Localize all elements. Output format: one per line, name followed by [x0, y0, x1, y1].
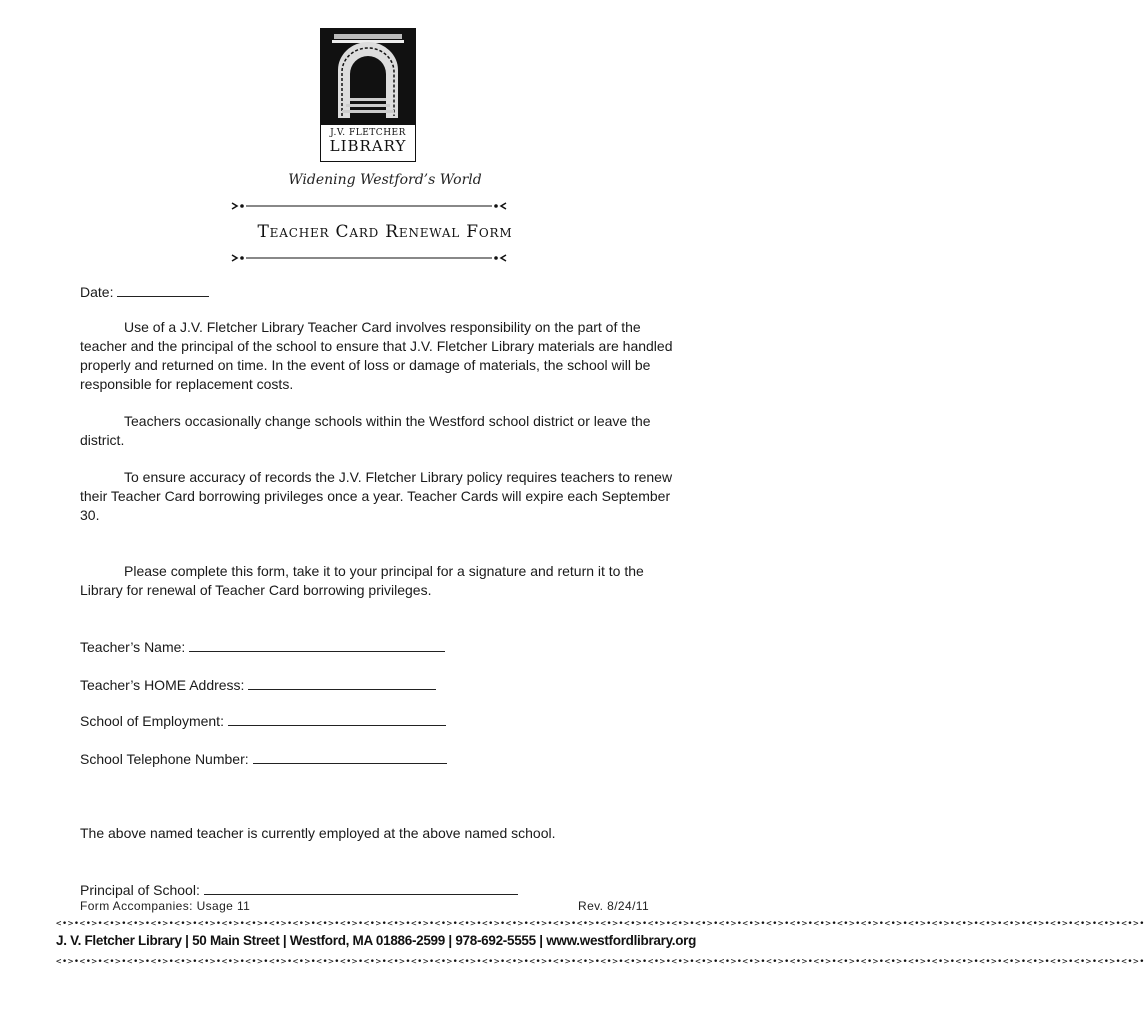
home-address-field	[80, 675, 436, 695]
library-logo	[320, 28, 416, 162]
form-title: Teacher Card Renewal Form	[257, 222, 513, 242]
library-address: J. V. Fletcher Library | 50 Main Street | Westford, MA 01886-2599 | 978-692-5555 | www.westfordlibrary.org	[56, 933, 697, 948]
date-blank[interactable]	[117, 282, 209, 297]
principal-label: Principal of School:	[80, 882, 200, 898]
paragraph-change-schools: Teachers occasionally change schools within the Westford school district or leave the district.	[80, 413, 651, 448]
principal-signature-blank[interactable]	[204, 880, 518, 895]
certification-statement: The above named teacher is currently employed at the above named school.	[80, 825, 556, 841]
teacher-name-blank[interactable]	[189, 637, 445, 652]
tagline: Widening Westford’s World	[288, 172, 482, 188]
home-address-label: Teacher’s HOME Address:	[80, 677, 245, 693]
school-phone-field	[80, 749, 447, 769]
logo-line1: J.V. FLETCHER	[330, 128, 406, 138]
archway-icon	[320, 28, 416, 124]
principal-field	[80, 880, 518, 900]
logo-text	[320, 124, 416, 162]
school-phone-label: School Telephone Number:	[80, 751, 249, 767]
school-field	[80, 711, 446, 731]
decorative-border-bottom: <•>•<•>•<•>•<•>•<•>•<•>•<•>•<•>•<•>•<•>•<•>•<•>•<•>•<•>•<•>•<•>•<•>•<•>•<•>•<•>•<•>•<•>•<•>•<•>•<•>•<•>•<•>•<•>•<•>•<•>•<•>•<•>•<•>•<•>•<•>•<•>•<•>•<•>•<•>•<•>•<•>•<•>•<•>•<•>•<•>•<•>•	[56, 957, 1145, 967]
school-phone-blank[interactable]	[253, 749, 447, 764]
teacher-name-label: Teacher’s Name:	[80, 639, 186, 655]
ornament-divider-bottom	[232, 253, 506, 263]
form-accompanies-note: Form Accompanies: Usage 11	[80, 899, 251, 913]
revision-date: Rev. 8/24/11	[578, 899, 650, 913]
paragraph-renewal-policy: To ensure accuracy of records the J.V. Fletcher Library policy requires teachers to renew their Teacher Card borrowing privileges once a year. Teacher Cards will expire each September 30.	[80, 469, 673, 523]
date-label: Date:	[80, 284, 114, 300]
paragraph-responsibility: Use of a J.V. Fletcher Library Teacher Card involves responsibility on the part of the teacher and the principal of the school to ensure that J.V. Fletcher Library materials are handled properly and returned on time. In the event of loss or damage of materials, the school will be responsible for replacement costs.	[80, 319, 673, 392]
logo-line2: LIBRARY	[329, 137, 407, 155]
date-field	[80, 282, 209, 302]
decorative-border-top: <•>•<•>•<•>•<•>•<•>•<•>•<•>•<•>•<•>•<•>•<•>•<•>•<•>•<•>•<•>•<•>•<•>•<•>•<•>•<•>•<•>•<•>•<•>•<•>•<•>•<•>•<•>•<•>•<•>•<•>•<•>•<•>•<•>•<•>•<•>•<•>•<•>•<•>•<•>•<•>•<•>•<•>•<•>•<•>•<•>•<•>•	[56, 919, 1145, 929]
home-address-blank[interactable]	[248, 675, 436, 690]
school-label: School of Employment:	[80, 713, 224, 729]
teacher-name-field	[80, 637, 445, 657]
paragraph-instructions: Please complete this form, take it to your principal for a signature and return it to the Library for renewal of Teacher Card borrowing privileges.	[80, 563, 644, 598]
ornament-divider-top	[232, 201, 506, 211]
school-blank[interactable]	[228, 711, 446, 726]
